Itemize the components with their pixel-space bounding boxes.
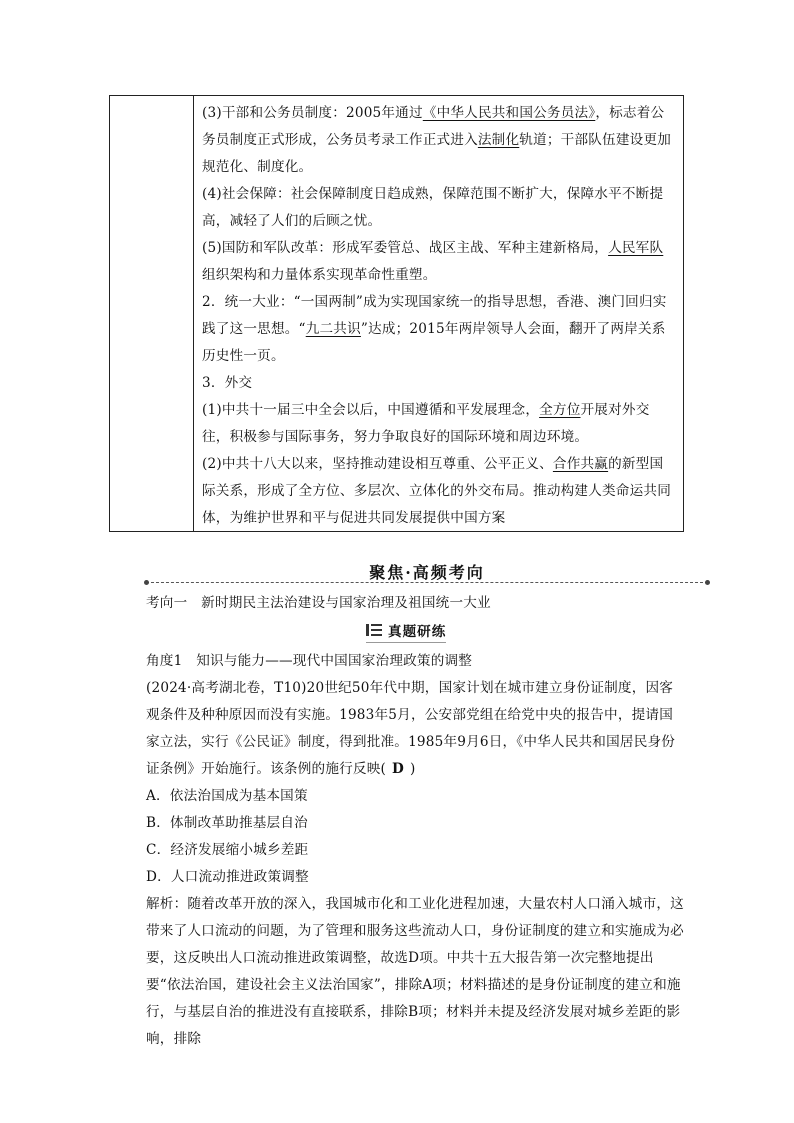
- badge-label: 真题研练: [388, 624, 447, 640]
- underlined-term: 《中华人民共和国公务员法》: [422, 105, 596, 121]
- section-title: 聚焦·高频考向: [369, 563, 485, 582]
- table-paragraph: [202, 397, 677, 451]
- analysis-text: 解析：随着改革开放的深入，我国城市化和工业化进程加速，大量农村人口涌入城市，这带来了人口流动的问题，为了管理和服务这些流动人口，身份证制度的建立和实施成为必要，这反映出人口流动推进政策调整，故选D项。中共十五大报告第一次完整地提出要“依法治国，建设社会主义法治国家”，排除A项；材料描述的是身份证制度的建立和施行，与基层自治的推进没有直接联系，排除B项；材料并未提及经济发展对城乡差距的影响，排除: [146, 896, 684, 1047]
- text-run: 组织架构和力量体系实现革命性重塑。: [202, 267, 437, 283]
- option-a: A．依法治国成为基本国策: [146, 788, 308, 804]
- text-run: 3．外交: [202, 375, 253, 391]
- text-run: (2)中共十八大以来，坚持推动建设相互尊重、公平正义、: [202, 456, 553, 472]
- text-run: 2．统一大业：“一国两制”成为实现国家统一的指导思想，香港、澳门回归实践了这一思想。“: [202, 294, 667, 337]
- underlined-term: 全方位: [539, 402, 581, 418]
- practice-badge: [366, 619, 446, 641]
- option-b: B．体制改革助推基层自治: [146, 815, 308, 831]
- answer-letter: D: [392, 761, 404, 777]
- stem-close: ): [410, 761, 416, 777]
- table-left-cell: [110, 96, 194, 531]
- angle-heading: 角度1 知识与能力——现代中国国家治理政策的调整: [146, 653, 473, 669]
- table-paragraph: [202, 451, 677, 532]
- question-block: [146, 648, 686, 1053]
- option-d: D．人口流动推进政策调整: [146, 869, 309, 885]
- exam-direction-heading: 考向一 新时期民主法治建设与国家治理及祖国统一大业: [146, 595, 491, 611]
- table-paragraph: [202, 181, 677, 235]
- text-run: (4)社会保障：社会保障制度日趋成熟，保障范围不断扩大，保障水平不断提高，减轻了人们的后顾之忧。: [202, 186, 664, 229]
- table-paragraph: [202, 370, 677, 397]
- table-paragraph: [202, 100, 677, 181]
- section-header: [146, 560, 708, 586]
- section-divider: [146, 582, 708, 583]
- option-c: C．经济发展缩小城乡差距: [146, 842, 309, 858]
- text-run: (1)中共十一届三中全会以后，中国遵循和平发展理念，: [202, 402, 540, 418]
- underlined-term: 合作共赢: [552, 456, 609, 472]
- list-icon: [366, 623, 382, 637]
- text-run: (3)干部和公务员制度：2005年通过: [202, 105, 423, 121]
- text-run: 开展对外交往，积极参与国际事务，努力争取良好的国际环境和周边环境。: [202, 402, 650, 445]
- text-run: 轨道；干部队伍建设更加规范化、制度化。: [202, 132, 671, 175]
- question-stem: [146, 675, 686, 783]
- text-run: ”达成；2015年两岸领导人会面，翻开了两岸关系历史性一页。: [202, 321, 666, 364]
- table-paragraph: [202, 289, 677, 370]
- text-run: 的新型国际关系，形成了全方位、多层次、立体化的外交布局。推动构建人类命运共同体，为维护世界和平与促进共同发展提供中国方案: [202, 456, 671, 526]
- table-paragraph: [202, 235, 677, 289]
- table-content-cell: [194, 96, 683, 531]
- summary-table: [109, 95, 684, 532]
- text-run: (5)国防和军队改革：形成军委管总、战区主战、军种主建新格局，: [202, 240, 609, 256]
- underlined-term: 人民军队: [608, 240, 664, 256]
- stem-text: (2024·高考湖北卷，T10)20世纪50年代中期，国家计划在城市建立身份证制度，因客观条件及种种原因而没有实施。1983年5月，公安部党组在给党中央的报告中，提请国家立法，实行《公民证》制度，得到批准。1985年9月6日，《中华人民共和国居民身份证条例》开始施行。该条例的施行反映(: [146, 680, 676, 777]
- text-run: ，标志着公务员制度正式形成，公务员考录工作正式进入: [202, 105, 665, 148]
- badge-underline: [366, 642, 446, 643]
- underlined-term: 九二共识: [305, 321, 361, 337]
- underlined-term: 法制化: [477, 132, 520, 148]
